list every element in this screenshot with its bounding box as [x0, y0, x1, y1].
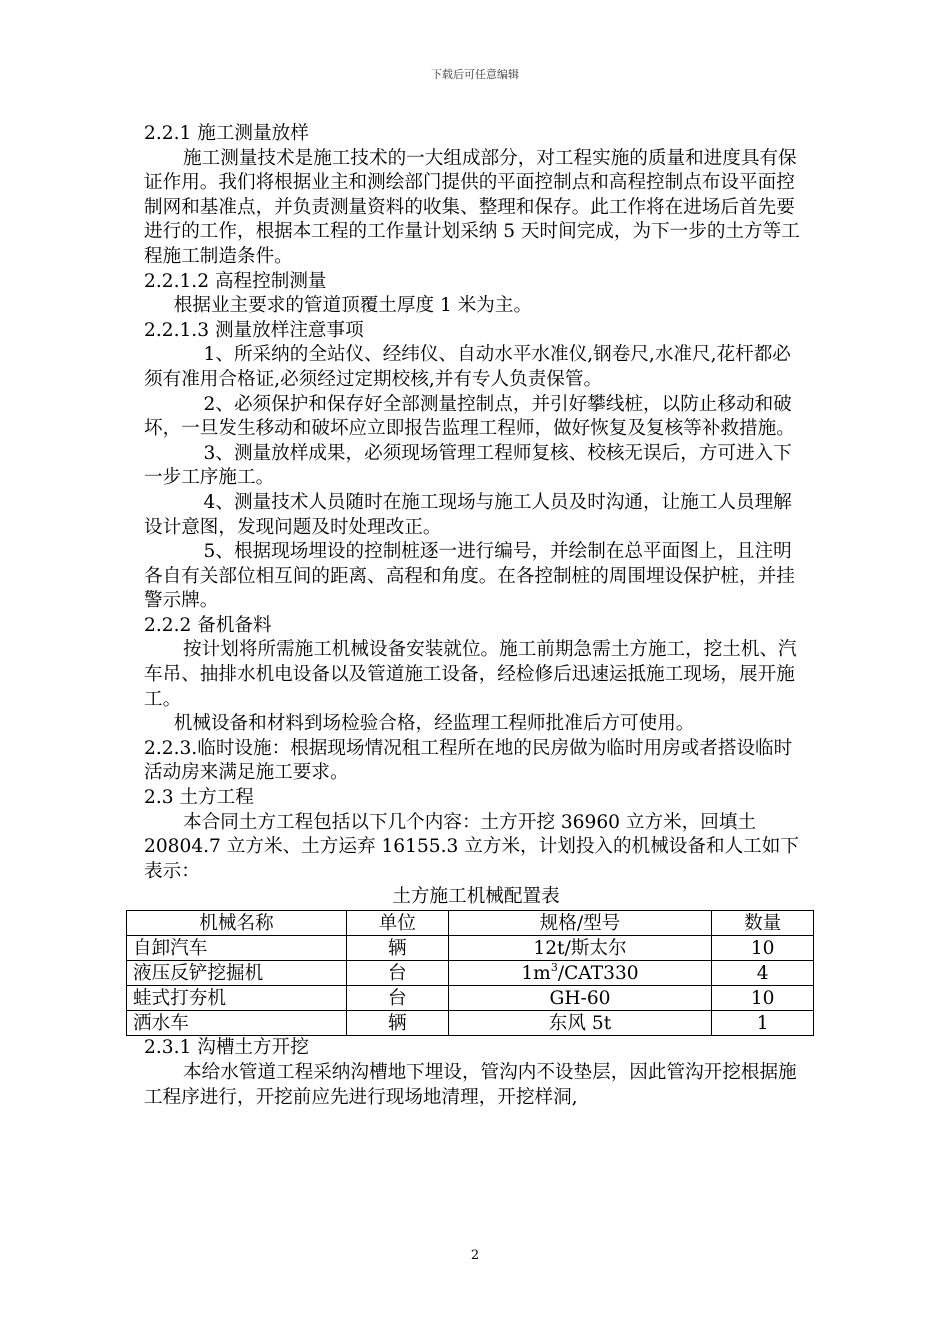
cell-unit: 辆 — [347, 1011, 449, 1036]
cell-unit: 台 — [347, 986, 449, 1011]
heading-2-2-1-3: 2.2.1.3 测量放样注意事项 — [144, 319, 364, 341]
heading-2-2-1: 2.2.1 施工测量放样 — [144, 123, 309, 144]
list-item: 3、测量放样成果，必须现场管理工程师复核、校核无误后，方可进入下一步工序施工。 — [144, 442, 792, 489]
cell-qty: 1 — [712, 1011, 814, 1036]
table-row — [127, 986, 814, 1011]
list-item: 5、根据现场埋设的控制桩逐一进行编号，并绘制在总平面图上，且注明各自有关部位相互间的距离、高程和角度。在各控制桩的周围埋设保护桩，并挂警示牌。 — [144, 541, 795, 612]
cell-spec: GH-60 — [448, 986, 712, 1011]
cell-spec: 12t/斯太尔 — [448, 936, 712, 961]
heading-2-3-1: 2.3.1 沟槽土方开挖 — [144, 1037, 309, 1059]
cell-spec: 东风 5t — [448, 1011, 712, 1036]
paragraph: 2.2.3.临时设施：根据现场情况租工程所在地的民房做为临时用房或者搭设临时活动房来满足施工要求。 — [144, 737, 793, 784]
table-row — [127, 936, 814, 961]
equipment-table — [126, 910, 814, 1036]
document-body — [133, 122, 808, 1110]
page-number: 2 — [470, 1248, 480, 1263]
paragraph: 本给水管道工程采纳沟槽地下埋设，管沟内不设垫层，因此管沟开挖根据施工程序进行，开挖前应先进行现场地清理，开挖样洞, — [144, 1062, 797, 1108]
cell-name: 洒水车 — [127, 1011, 347, 1036]
cell-name: 自卸汽车 — [127, 936, 347, 961]
paragraph: 本合同土方工程包括以下几个内容：土方开挖 36960 立方米，回填土 20804.7 立方米、土方运弃 16155.3 立方米，计划投入的机械设备和人工如下表示： — [144, 811, 799, 882]
cell-qty: 10 — [712, 986, 814, 1011]
spec-text: 1m — [521, 962, 551, 984]
heading-2-2-1-2: 2.2.1.2 高程控制测量 — [144, 270, 327, 292]
cell-unit: 辆 — [347, 936, 449, 961]
table-header-row — [127, 911, 814, 936]
column-header: 机械名称 — [127, 911, 347, 936]
table-title: 土方施工机械配置表 — [392, 886, 560, 908]
column-header: 单位 — [347, 911, 449, 936]
table-row — [127, 961, 814, 986]
cell-spec — [448, 961, 712, 986]
cell-unit: 台 — [347, 961, 449, 986]
cell-name: 液压反铲挖掘机 — [127, 961, 347, 986]
superscript: 3 — [550, 960, 558, 974]
heading-2-2-2: 2.2.2 备机备料 — [144, 614, 272, 636]
table-row — [127, 1011, 814, 1036]
list-item: 1、所采纳的全站仪、经纬仪、自动水平水准仪,钢卷尺,水准尺,花杆都必须有准用合格证,必须经过定期校核,并有专人负责保管。 — [144, 344, 791, 390]
paragraph: 按计划将所需施工机械设备安装就位。施工前期急需土方施工，挖土机、汽车吊、抽排水机电设备以及管道施工设备，经检修后迅速运抵施工现场，展开施工。 — [144, 639, 797, 710]
paragraph: 根据业主要求的管道顶覆土厚度 1 米为主。 — [173, 295, 533, 317]
paragraph: 机械设备和材料到场检验合格，经监理工程师批准后方可使用。 — [173, 713, 695, 735]
spec-text: /CAT330 — [557, 962, 639, 984]
list-item: 2、必须保护和保存好全部测量控制点，并引好攀线桩，以防止移动和破坏，一旦发生移动和破坏应立即报告监理工程师，做好恢复及复核等补救措施。 — [144, 393, 795, 440]
column-header: 数量 — [712, 911, 814, 936]
cell-name: 蛙式打夯机 — [127, 986, 347, 1011]
column-header: 规格/型号 — [448, 911, 712, 936]
heading-2-3: 2.3 土方工程 — [144, 787, 254, 809]
cell-qty: 4 — [712, 961, 814, 986]
page-header: 下载后可任意编辑 — [431, 68, 519, 81]
list-item: 4、测量技术人员随时在施工现场与施工人员及时沟通，让施工人员理解设计意图，发现问题及时处理改正。 — [144, 491, 792, 538]
cell-qty: 10 — [712, 936, 814, 961]
paragraph: 施工测量技术是施工技术的一大组成部分，对工程实施的质量和进度具有保证作用。我们将根据业主和测绘部门提供的平面控制点和高程控制点布设平面控制网和基准点，并负责测量资料的收集、整理和保存。此工作将在进场后首先要进行的工作，根据本工程的工作量计划采纳 5 天时间完成，为下一步的土方等工程施工制造条件。 — [144, 147, 800, 267]
